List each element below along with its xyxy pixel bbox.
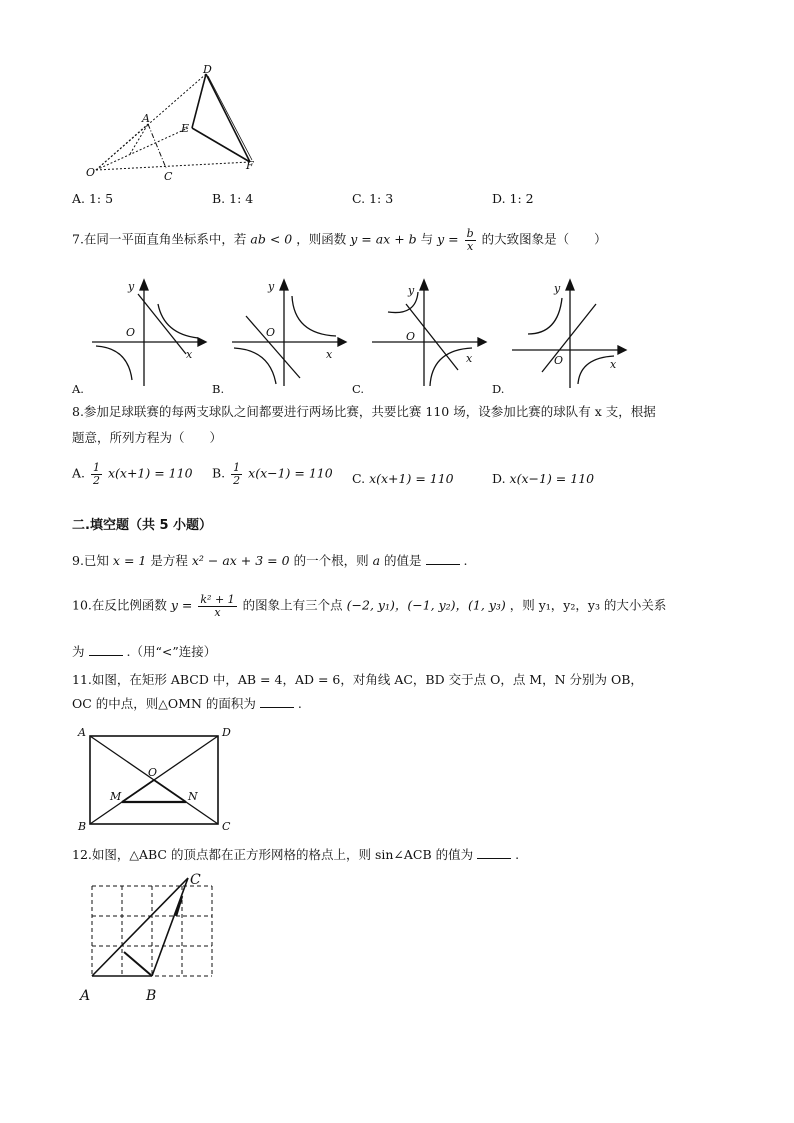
q8-line1: 8.参加足球联赛的每两支球队之间都要进行两场比赛，共要比赛 110 场，设参加比赛的球队有 x 支，根据 xyxy=(72,404,656,419)
q9-question xyxy=(72,551,467,569)
q6-option-b: B. 1: 4 xyxy=(212,191,254,206)
q8-option-d xyxy=(492,471,594,486)
q7-graph-a xyxy=(88,278,208,390)
q9-var: a xyxy=(372,553,381,568)
q12-label-A: A xyxy=(80,988,91,1004)
q8-option-c xyxy=(352,471,454,486)
q12-question xyxy=(72,845,519,863)
q8b-frac xyxy=(231,462,242,486)
q7-prefix: 7.在同一平面直角坐标系中，若 xyxy=(72,231,247,247)
q11-label-O: O xyxy=(148,766,158,779)
q7-func1: y = ax + b xyxy=(350,231,417,247)
q12-suffix: . xyxy=(515,847,520,862)
section2-title: 二.填空题（共 5 小题） xyxy=(72,518,213,533)
q7d-axis-y: y xyxy=(554,282,561,295)
q7c-axis-x: x xyxy=(466,352,473,365)
q9-end: . xyxy=(463,553,468,568)
q7b-axis-x: x xyxy=(326,348,333,361)
q7-func2-den: x xyxy=(467,239,474,253)
q7-func2-frac xyxy=(465,228,476,252)
q10-frac xyxy=(198,594,236,618)
q10-den: x xyxy=(214,605,221,619)
q7-func2-lhs: y = xyxy=(437,231,459,247)
q10-prefix: 10.在反比例函数 xyxy=(72,597,167,613)
q11-label-D: D xyxy=(222,726,231,739)
q10-answer-blank[interactable] xyxy=(89,643,123,656)
q8a-expr: x(x+1) = 110 xyxy=(107,465,193,481)
q7-conj: 与 xyxy=(420,231,434,247)
q6-label-C: C xyxy=(164,170,173,183)
q10-points: (−2, y₁)，(−1, y₂)，(1, y₃) xyxy=(346,597,506,613)
q7-suffix: 的大致图象是（ ） xyxy=(481,231,607,247)
q12-answer-blank[interactable] xyxy=(477,846,511,859)
q11-line2-prefix: OC 的中点，则△OMN 的面积为 xyxy=(72,696,256,711)
q7-graph-label-c: C. xyxy=(352,382,365,396)
q8b-num: 1 xyxy=(233,461,241,474)
q7-graph-label-d: D. xyxy=(492,382,505,396)
q7-cond: ab < 0 xyxy=(250,231,293,247)
q11-label-B: B xyxy=(78,820,87,833)
q11-line2 xyxy=(72,694,302,712)
q8c-label: C. xyxy=(352,471,366,486)
q8c-expr: x(x+1) = 110 xyxy=(369,471,454,486)
q7d-axis-x: x xyxy=(610,358,617,371)
q7b-axis-y: y xyxy=(268,280,275,293)
q9-eq: x² − ax + 3 = 0 xyxy=(191,553,290,568)
q8a-num: 1 xyxy=(93,461,100,474)
q7a-axis-y: y xyxy=(128,280,135,293)
q7-graph-label-a: A. xyxy=(72,382,84,396)
q8d-expr: x(x−1) = 110 xyxy=(509,471,595,486)
q6-option-d: D. 1: 2 xyxy=(492,191,534,206)
q9-answer-blank[interactable] xyxy=(426,552,460,565)
q9-prefix: 9.已知 xyxy=(72,553,109,568)
q6-figure xyxy=(80,64,270,189)
q11-figure xyxy=(76,724,238,832)
q7b-origin: O xyxy=(266,326,276,339)
q11-label-C: C xyxy=(222,820,231,833)
q7a-axis-x: x xyxy=(186,348,193,361)
q12-prefix: 12.如图，△ABC 的顶点都在正方形网格的格点上，则 sin∠ACB 的值为 xyxy=(72,847,474,862)
q8a-frac xyxy=(91,462,102,486)
q12-label-B: B xyxy=(146,988,157,1004)
q10-mid: 的图象上有三个点 xyxy=(242,597,343,613)
q9-tail: 的值是 xyxy=(384,553,422,568)
q10-line2-suffix: .（用“<”连接） xyxy=(126,644,217,659)
q6-label-D: D xyxy=(203,63,212,76)
q8-line2: 题意，所列方程为（ ） xyxy=(72,430,223,445)
q11-label-M: M xyxy=(110,790,122,803)
q7-graph-d xyxy=(508,278,628,390)
q8d-label: D. xyxy=(492,471,506,486)
q10-line2-prefix: 为 xyxy=(72,644,85,659)
q7-graph-b xyxy=(228,278,348,390)
q10-line2 xyxy=(72,642,216,660)
q6-label-O: O xyxy=(86,166,96,179)
q11-label-A: A xyxy=(78,726,86,739)
q10-func-lhs: y = xyxy=(170,597,193,613)
q9-cond: x = 1 xyxy=(112,553,147,568)
q11-answer-blank[interactable] xyxy=(260,695,294,708)
q7-graph-label-b: B. xyxy=(212,382,225,396)
q10-tail: ，则 y₁，y₂，y₃ 的大小关系 xyxy=(509,597,667,613)
q7c-origin: O xyxy=(406,330,416,343)
q10-line1 xyxy=(72,594,666,618)
q8b-label: B. xyxy=(212,465,226,481)
q7-question xyxy=(72,228,607,252)
q7-graph-c xyxy=(368,278,488,390)
q9-mid: 是方程 xyxy=(150,553,188,568)
q8a-label: A. xyxy=(72,465,86,481)
q8-option-a xyxy=(72,462,193,486)
q8b-expr: x(x−1) = 110 xyxy=(248,465,333,481)
q6-label-F: F xyxy=(246,159,254,172)
q9-suffix: 的一个根，则 xyxy=(293,553,369,568)
q11-line2-suffix: . xyxy=(297,696,302,711)
q8a-den: 2 xyxy=(93,473,100,487)
q11-label-N: N xyxy=(188,790,198,803)
q7d-origin: O xyxy=(554,354,564,367)
q7a-origin: O xyxy=(126,326,136,339)
q6-label-E: E xyxy=(181,122,190,135)
q7-func2-num: b xyxy=(466,227,474,240)
q11-line1: 11.如图，在矩形 ABCD 中，AB = 4，AD = 6，对角线 AC，BD 交于点 O，点 M，N 分别为 OB， xyxy=(72,672,643,687)
q7c-axis-y: y xyxy=(408,284,415,297)
q6-label-A: A xyxy=(142,112,150,125)
q8b-den: 2 xyxy=(233,473,241,487)
q10-num: k² + 1 xyxy=(200,593,235,606)
q7-mid: ，则函数 xyxy=(296,231,347,247)
q8-option-b xyxy=(212,462,333,486)
q12-label-C: C xyxy=(190,872,201,888)
q12-figure xyxy=(76,866,222,1006)
q6-option-c: C. 1: 3 xyxy=(352,191,394,206)
q6-option-a: A. 1: 5 xyxy=(72,191,114,206)
